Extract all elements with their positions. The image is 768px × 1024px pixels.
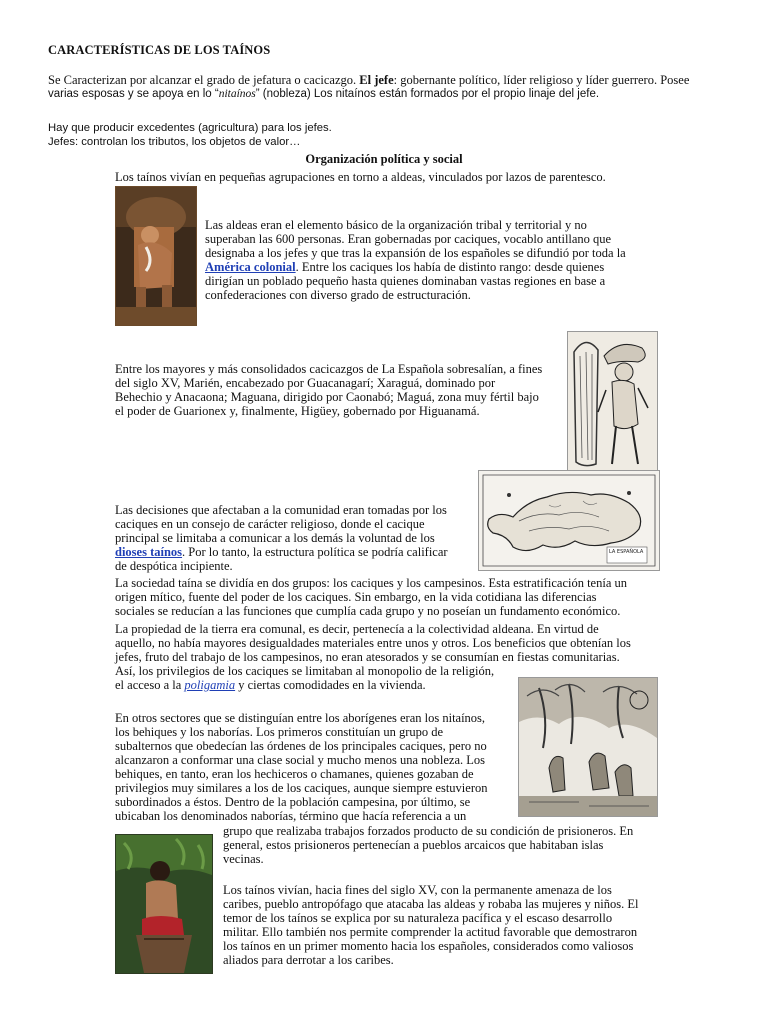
text-line: dirigían un poblado pequeño hasta quienes dominaban vastas regiones en base a [205,274,606,288]
taino-ceremony-image [115,186,197,326]
link-poligamia[interactable]: poligamia [184,678,236,692]
map-label: LA ESPAÑOLA [609,549,644,555]
intro-bold-jefe: El jefe [359,73,394,87]
text-line: jefes, fruto del trabajo de los campesinos, no eran atesorados y se consumían en fiestas comunitarias. [115,650,620,664]
text-line: Entre los mayores y más consolidados cacicazgos de La Española sobresalían, a fines [115,362,543,376]
text-line: del siglo XV, Marién, encabezado por Guacanagarí; Xaraguá, dominado por [115,376,496,390]
text-line: grupo que realizaba trabajos forzados producto de su condición de prisioneros. En [223,824,634,838]
text-line: caciques en un consejo de carácter religioso, donde el cacique [115,517,425,531]
link-dioses-tainos[interactable]: dioses taínos [115,545,183,559]
text-line: y ciertas comodidades en la vivienda. [235,678,426,692]
page-title: CARACTERÍSTICAS DE LOS TAÍNOS [48,43,271,57]
link-america-colonial[interactable]: América colonial [205,260,296,274]
woodcut-woman-image [567,331,658,471]
paragraph-cacicazgos [115,362,565,418]
paragraph-sociedad [115,576,655,618]
text-line: los behiques y los naborías. Los primeros constituían un grupo de [115,725,444,739]
text-line: Los taínos vivían, hacia fines del siglo XV, con la permanente amenaza de los [223,883,612,897]
note-line: Hay que producir excedentes (agricultura) para los jefes. [48,122,332,134]
text-line: La sociedad taína se dividía en dos grupos: los caciques y los campesinos. Esta estratificación tenía un [115,576,628,590]
text-line: aliados para derrotar a los caribes. [223,953,394,967]
note-line: Jefes: controlan los tributos, los objetos de valor… [48,136,301,148]
paragraph-caribes [223,883,663,967]
text-line: vecinas. [223,852,264,866]
text-line: subalternos que obedecían las órdenes de los principales caciques, pero no [115,739,487,753]
text-line: alcanzaron a conformar una clase social y mucho menos una nobleza. Los [115,753,485,767]
text-line: Las aldeas eran el elemento básico de la organización tribal y territorial y no [205,218,587,232]
canoe-person-image [115,834,213,974]
text-line: general, estos prisioneros pertenecían a pueblos arcaicos que habitaban islas [223,838,604,852]
text-line: sociales se reducían a las funciones que cumplía cada grupo y no poseían un fundamento económico. [115,604,621,618]
text-line: el acceso a la [115,678,185,692]
text-line: designaba a los jefes y que tras la expansión de los españoles se difundió por toda la [205,246,626,260]
notes-block [48,121,332,149]
intro-text: Se Caracterizan por alcanzar el grado de jefatura o cacicazgo. [48,73,360,87]
text-line: aquello, no había mayores desigualdades materiales entre unos y otros. Los beneficios que obtenían los [115,636,631,650]
text-line: militar. Ello también nos permite comprender la actitud favorable que demostraron [223,925,638,939]
intro-text: : gobernante político, líder religioso y líder guerrero. Posee [393,73,690,87]
map-la-espanola-image [478,470,660,571]
intro-text: varias esposas y se apoya en lo “ [48,88,219,100]
intro-paragraph [48,73,728,101]
intro-italic-nitainos: nitaínos [218,88,256,100]
text-line: ubicaban los denominados naborías, término que hacía referencia a un [115,809,467,823]
text-line: . Entre los caciques los había de distinto rango: desde quienes [295,260,605,274]
paragraph-decisiones [115,503,475,573]
text-line: origen mítico, fuente del poder de los caciques. Sin embargo, en la vida cotidiana las diferencias [115,590,597,604]
text-line: En otros sectores que se distinguían entre los aborígenes eran los nitaínos, [115,711,486,725]
text-line: los taínos en un primer momento hacia los españoles, considerados como valiosos [223,939,634,953]
text-line: subordinados a éstos. Dentro de la población campesina, por último, se [115,795,471,809]
text-line: principal se limitaba a comunicar a los demás la voluntad de los [115,531,435,545]
paragraph-aldeas [205,218,665,302]
text-line: privilegios muy similares a los de los caciques, aunque siempre estuvieron [115,781,488,795]
text-line: de despótica incipiente. [115,559,233,573]
paragraph-sectores [115,711,515,823]
text-line: superaban las 600 personas. Eran gobernadas por caciques, vocablo antillano que [205,232,612,246]
text-line: . Por lo tanto, la estructura política se podría calificar [182,545,448,559]
text-line: behiques, en tanto, eran los hechiceros o chamanes, quienes gozaban de [115,767,474,781]
text-line: temor de los taínos se explica por su naturaleza pacífica y el escaso desarrollo [223,911,613,925]
lead-paragraph: Los taínos vivían en pequeñas agrupaciones en torno a aldeas, vinculados por lazos de parentesco. [115,170,606,184]
text-line: Las decisiones que afectaban a la comunidad eran tomadas por los [115,503,447,517]
section-heading: Organización política y social [305,152,463,166]
text-line: caribes, pueblo antropófago que atacaba las aldeas y robaba las mujeres y niños. El [223,897,639,911]
engraving-scene-image [518,677,658,817]
text-line: el poder de Guarionex y, finalmente, Higüey, gobernado por Higuanamá. [115,404,480,418]
text-line: Behechio y Anacaona; Maguana, dirigido por Caonabó; Maguá, zona muy fértil bajo [115,390,539,404]
paragraph-grupo [223,824,663,866]
text-line: confederaciones con diverso grado de estructuración. [205,288,471,302]
text-line: Así, los privilegios de los caciques se limitaban al monopolio de la religión, [115,664,495,678]
intro-text: ” (nobleza) Los nitaínos están formados por el propio linaje del jefe. [255,88,600,100]
text-line: La propiedad de la tierra era comunal, es decir, pertenecía a la colectividad aldeana. En virtud de [115,622,599,636]
